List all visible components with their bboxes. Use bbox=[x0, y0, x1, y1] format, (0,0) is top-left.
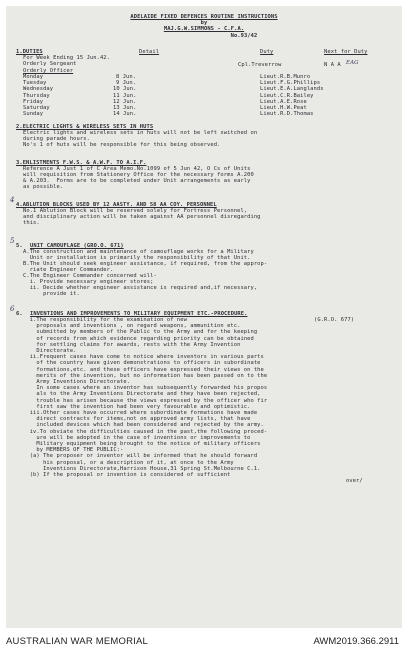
s6-handwritten-number: 6 bbox=[10, 305, 15, 313]
s5-line: provide it. bbox=[23, 291, 80, 297]
s5-line: i. Provide necessary engineer stores; bbox=[23, 279, 154, 285]
s6-line: ii.Frequent cases have come to notice where inventors in various parts bbox=[23, 354, 264, 361]
s1-duty-label: Duty bbox=[260, 49, 274, 55]
s2-line: Electric lights and wireless sets in huts will not be left switched on bbox=[23, 130, 258, 136]
s6-line: iv.To obviate the difficulties caused in the past,the following proced- bbox=[23, 428, 268, 435]
page-over-marker: over/ bbox=[346, 478, 363, 484]
document-number: No.93/42 bbox=[230, 33, 258, 39]
s6-line: by MEMBERS OF THE PUBLIC:- bbox=[23, 447, 124, 454]
s2-line: No's 1 of huts will be responsible for this being observed. bbox=[23, 142, 221, 148]
s5-handwritten-number: 5 bbox=[10, 237, 15, 245]
document-author: MAJ.G.W.SIMMONS - C.F.A. bbox=[163, 26, 245, 32]
roster-officer: Lieut.R.D.Thomas bbox=[260, 111, 314, 118]
s5-number: 5. bbox=[16, 243, 23, 249]
s6-line: iii.Other cases have occurred where subordinate formations have made bbox=[23, 410, 258, 416]
roster-officer: Lieut.C.R.Bailey bbox=[260, 92, 314, 99]
s6-line: Military equipment being brought to the notice of military officers bbox=[23, 441, 261, 447]
s1-next-label: Next for Duty bbox=[324, 49, 368, 55]
footer-institution: AUSTRALIAN WAR MEMORIAL bbox=[6, 636, 149, 647]
s6-line: included devices which had been considered and rejected by the army. bbox=[23, 422, 264, 429]
s6-line: Army Inventions Directorate. bbox=[23, 379, 131, 385]
s6-line: for settling claims for awards, rests with the Army Invention bbox=[23, 341, 241, 348]
s6-line: (a) The proposer or inventor will be informed that he should forward bbox=[23, 453, 258, 460]
s6-number: 6. bbox=[16, 311, 23, 317]
s5-line: riate Engineer Commander. bbox=[23, 267, 114, 273]
s5-line: A.The construction and maintenance of camouflage works for a Military bbox=[23, 249, 254, 255]
s3-line: as possible. bbox=[23, 184, 64, 190]
s6-line: trouble has arisen because the views expressed by the officer who fir bbox=[23, 397, 268, 404]
s6-line: of records from which evidence regarding priority can be obtained bbox=[23, 335, 254, 342]
roster-date: 13 Jun. bbox=[113, 105, 137, 111]
s1-orderly-sergeant: Orderly Sergeant bbox=[23, 61, 77, 67]
s6-line: i.The responsibility for the examination of new bbox=[23, 317, 187, 323]
s6-line: first saw the invention had been very favourable and optimistic. bbox=[23, 403, 251, 410]
s6-reference: (G.R.O. 677) bbox=[314, 317, 355, 323]
s6-line: formations,etc. and these officers have expressed their views on the bbox=[23, 366, 264, 373]
s4-line: No.1 Ablution Block will be reserved solely for Fortress Personnel, bbox=[23, 208, 248, 214]
s6-line: ure will be adopted in the case of inventions or improvements to bbox=[23, 434, 251, 441]
roster-date: 8 Jun. bbox=[116, 74, 137, 80]
roster-date: 9 Jun. bbox=[116, 80, 137, 87]
s1-week-ending: For Week Ending 15 Jun.42. bbox=[23, 55, 110, 61]
roster-officer: Lieut.H.W.Peat bbox=[260, 105, 307, 111]
document-page bbox=[6, 6, 402, 628]
s6-line: submitted by members of the Public to the Army and for the keeping bbox=[23, 329, 258, 336]
s4-handwritten-number: 4 bbox=[10, 196, 15, 204]
roster-officer: Lieut.R.B.Munro bbox=[260, 74, 311, 80]
roster-date: 11 Jun. bbox=[113, 92, 137, 99]
s5-line: ii. Decide whether engineer assistance is required and,if necessary, bbox=[23, 285, 258, 291]
s5-heading: UNIT CAMOUFLAGE (GRO.O. 671) bbox=[30, 243, 124, 249]
s3-heading: 3.ENLISTMENTS F.W.S. & A.W.F. TO A.I.F. bbox=[16, 160, 147, 166]
footer-accession-number: AWM2019.366.2911 bbox=[313, 636, 399, 647]
roster-day: Sunday bbox=[23, 111, 44, 118]
s6-line: proposals and inventions , on regard weapons, ammunition etc. bbox=[23, 323, 241, 330]
roster-officer: Lieut.A.E.Rose bbox=[260, 98, 307, 105]
s4-line: this. bbox=[23, 220, 40, 226]
s6-line: direct contracts for items,not on approved army lists, that have bbox=[23, 416, 251, 423]
roster-date: 10 Jun. bbox=[113, 86, 137, 93]
document-title: ADELAIDE FIXED DEFENCES ROUTINE INSTRUCTIONS bbox=[130, 14, 278, 20]
s6-heading: INVENTIONS AND IMPROVEMENTS TO MILITARY EQUIPMENT ETC.-PROCEDURE. bbox=[30, 311, 248, 317]
s6-line: als to the Army Inventions Directorate and they have been rejected, bbox=[23, 391, 261, 398]
s5-line: B.The Unit should seek engineer assistance, if required, from the approp- bbox=[23, 261, 268, 267]
s4-heading: 4.ABLUTION BLOCKS USED BY 12 AASTY. AND 58 AA COY. PERSONNEL bbox=[16, 202, 217, 208]
s2-line: during parade hours. bbox=[23, 136, 90, 142]
s5-line: Unit or installation is primarily the responsibility of that Unit. bbox=[23, 255, 251, 261]
s5-line: C.The Engineer Commander concerned will- bbox=[23, 273, 157, 279]
roster-day: Tuesday bbox=[23, 80, 47, 87]
duty-initials: EAG bbox=[346, 60, 359, 66]
s1-orderly-officer: Orderly Officer bbox=[23, 68, 74, 74]
s1-heading: 1.DUTIES bbox=[16, 49, 43, 55]
s3-line: & A.203. Forms are to be completed under Unit arrangements as early bbox=[23, 178, 251, 184]
s3-line: will requisition from Stationery Office for the necessary forms A.200 bbox=[23, 172, 254, 178]
s6-line: merits of the invention, but no information has been passed on to the bbox=[23, 372, 268, 379]
s6-line: Directorate. bbox=[23, 348, 77, 354]
s6-line: (b) If the proposal or invention is considered of sufficient bbox=[23, 472, 231, 478]
roster-date: 12 Jun. bbox=[113, 98, 137, 105]
roster-day: Monday bbox=[23, 74, 44, 80]
s2-heading: 2.ELECTRIC LIGHTS & WIRELESS SETS IN HUTS bbox=[16, 124, 154, 130]
roster-officer: Lieut.E.A.Langlands bbox=[260, 86, 324, 93]
s3-line: Reference A Just 1 of C Area Memo.No.1099 of 5 Jun 42, O Cs of Units bbox=[23, 166, 251, 172]
roster-day: Friday bbox=[23, 98, 44, 105]
s1-sergeant-next: N A A bbox=[324, 62, 341, 68]
document-by: by bbox=[200, 20, 208, 26]
archive-footer bbox=[0, 631, 407, 653]
roster-officer: Lieut.F.G.Phillips bbox=[260, 80, 321, 87]
roster-day: Wednesday bbox=[23, 86, 54, 93]
s4-line: and disciplinary action will be taken against AA personnel disregarding bbox=[23, 214, 261, 220]
s6-line: of the country have given demonstrations to officers in subordinate bbox=[23, 360, 261, 367]
roster-day: Saturday bbox=[23, 105, 50, 111]
s6-line: Inventions Directorate,Harrison House,31 Spring St.Melbourne C.1. bbox=[23, 465, 261, 472]
roster-date: 14 Jun. bbox=[113, 111, 137, 118]
s1-detail-label: Detail bbox=[139, 49, 160, 55]
s1-sergeant-name: Cpl.Treverrow bbox=[238, 62, 282, 68]
s6-line: his proposal, or a description of it, at once to the Army bbox=[23, 459, 234, 466]
s6-line: In some cases where an inventor has subsequently forwarded his propos bbox=[23, 385, 268, 392]
roster-day: Thursday bbox=[23, 92, 50, 99]
